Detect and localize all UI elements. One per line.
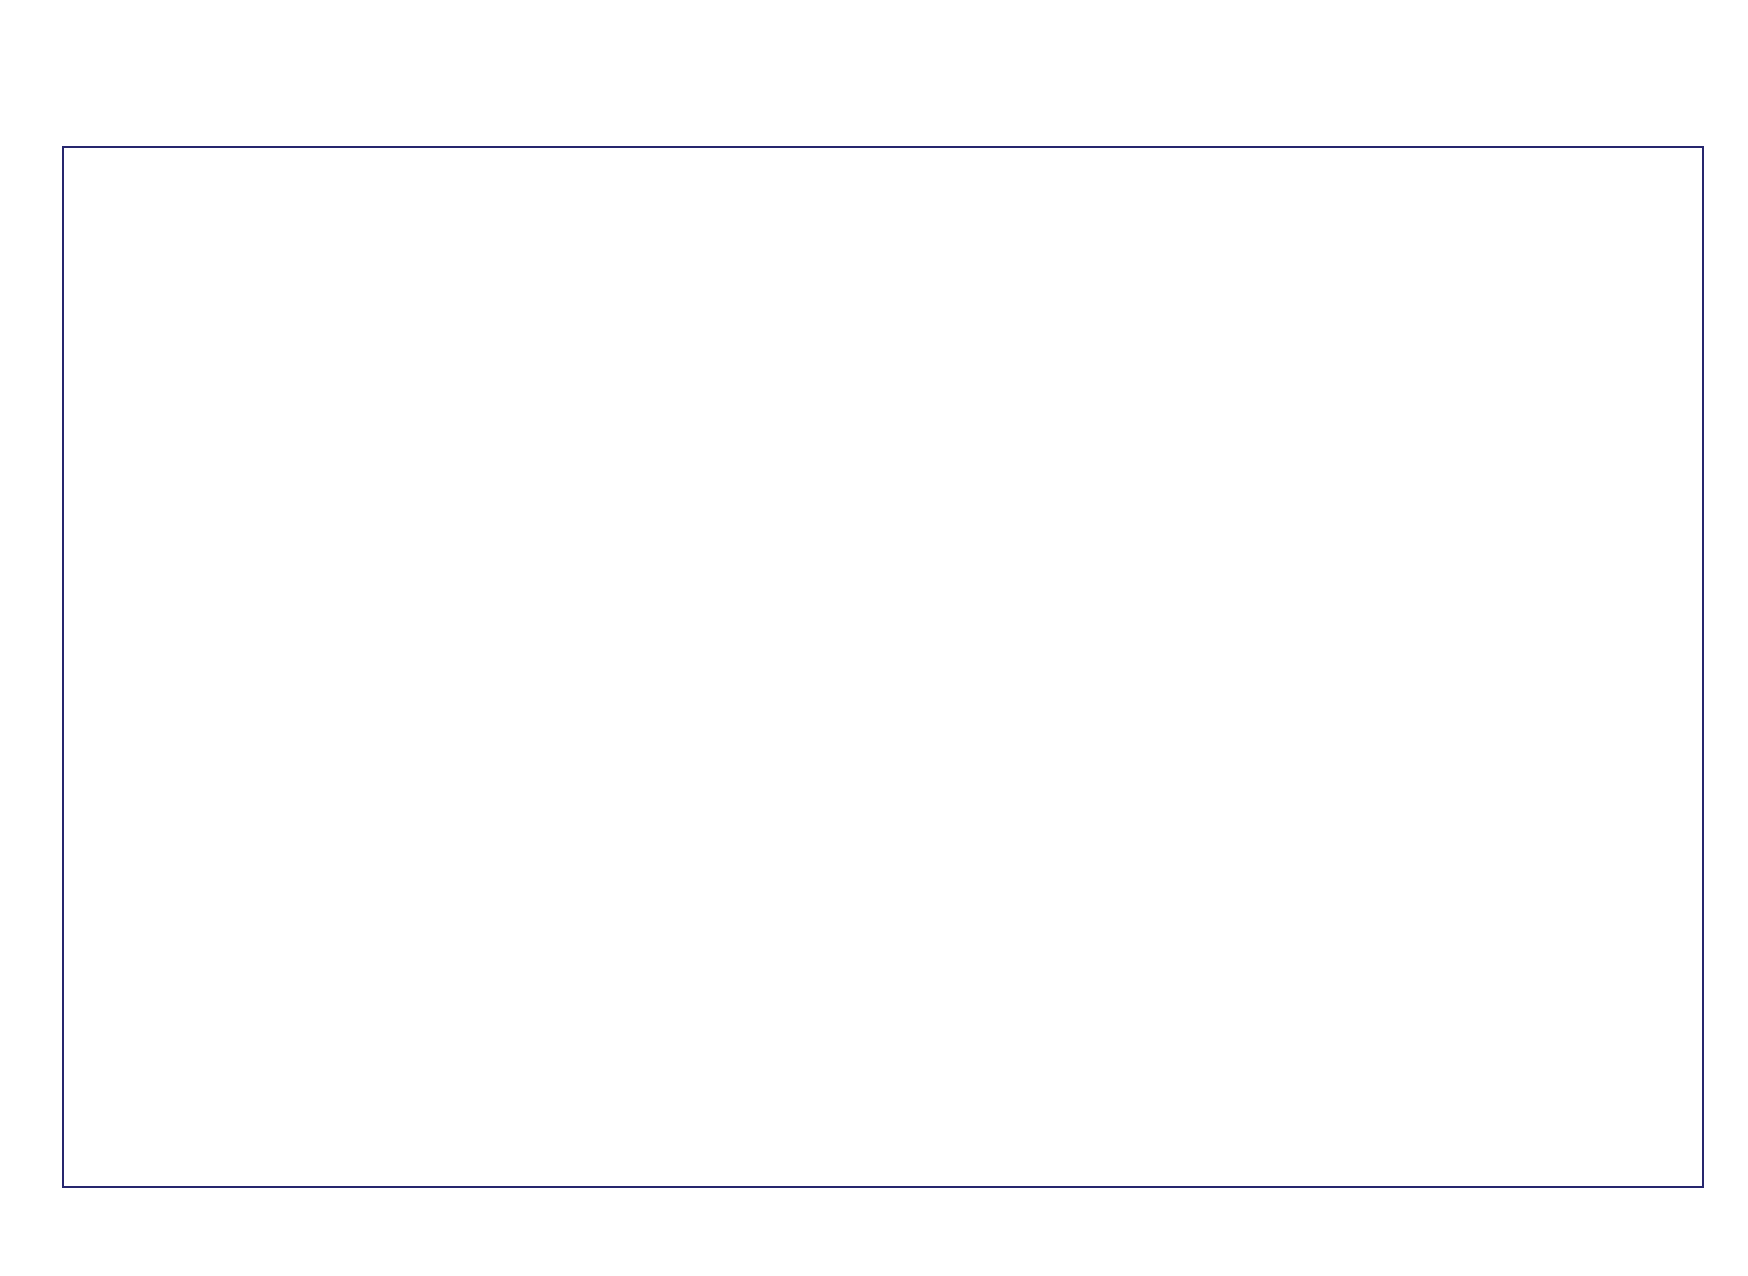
- schedule-table: [62, 146, 1704, 1188]
